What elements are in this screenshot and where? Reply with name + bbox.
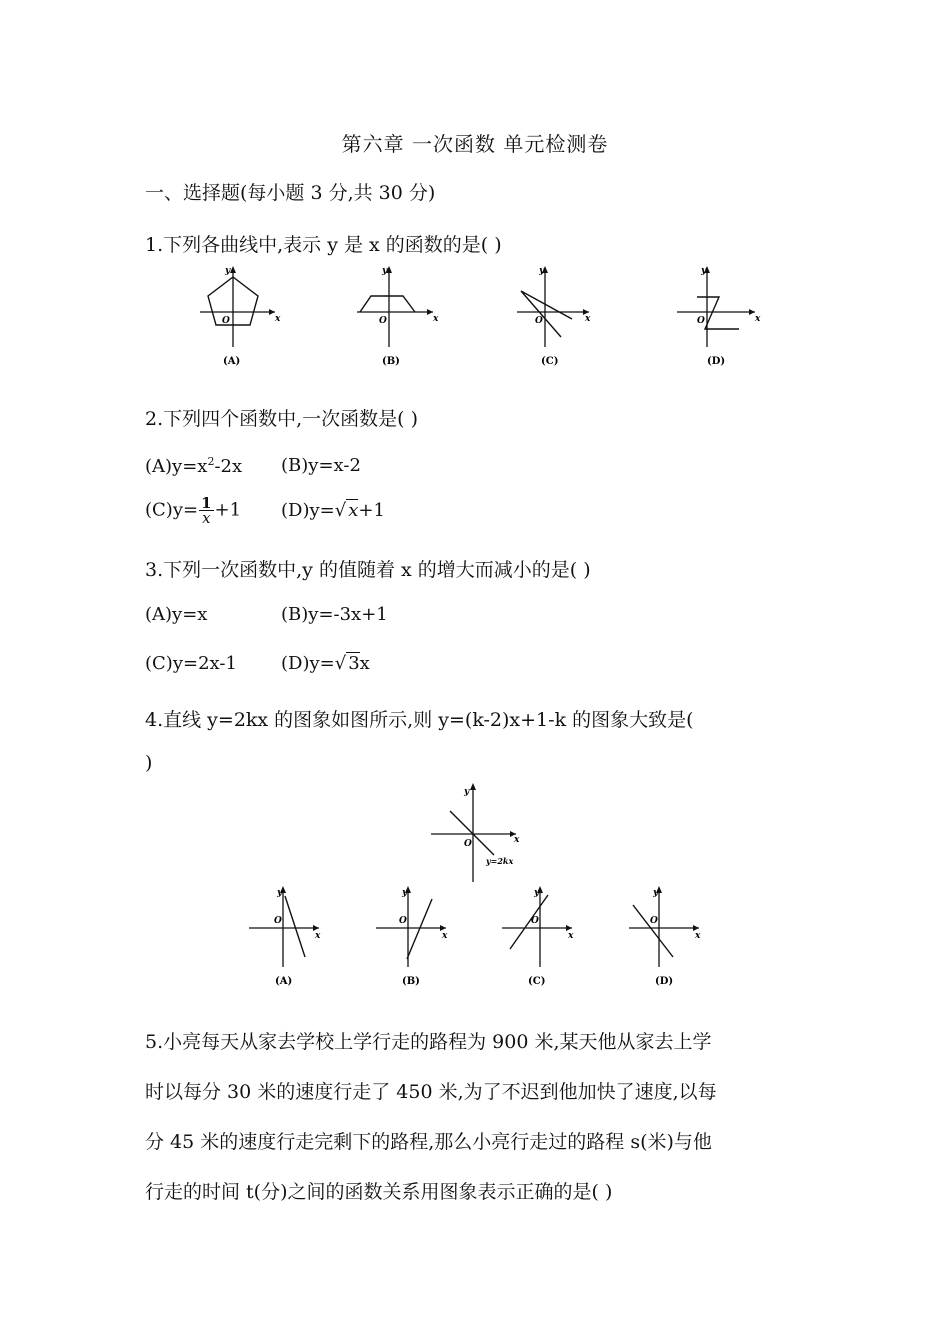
q3-option-c: (C)y=2x-1: [145, 653, 237, 674]
question-5-line-2: 时以每分 30 米的速度行走了 450 米,为了不迟到他加快了速度,以每: [145, 1081, 717, 1103]
q1-figure-c: [515, 263, 605, 373]
q4a-origin-label: O: [274, 916, 282, 926]
question-5-line-4: 行走的时间 t(分)之间的函数关系用图象表示正确的是( ): [145, 1181, 613, 1203]
q1b-origin-label: O: [379, 316, 387, 326]
q1b-y-label: y: [382, 266, 388, 276]
q1d-origin-label: O: [697, 316, 705, 326]
q1a-x-label: x: [275, 314, 281, 324]
q4d-origin-label: O: [650, 916, 658, 926]
q2-option-a: [145, 455, 242, 477]
q2-option-c-fraction: [199, 496, 213, 525]
q4a-x-label: x: [315, 931, 321, 941]
q4c-y-label: y: [534, 888, 540, 898]
question-3-stem: 3.下列一次函数中,y 的值随着 x 的增大而减小的是( ): [145, 559, 591, 581]
q3-option-d: [281, 653, 370, 674]
q2-option-d: [281, 500, 385, 521]
radical-sign-icon: √: [334, 653, 347, 674]
q4-figure-b: [374, 883, 464, 993]
question-4-stem: 4.直线 y=2kx 的图象如图所示,则 y=(k-2)x+1-k 的图象大致是(: [145, 709, 694, 731]
q3-option-d-radicand: 3: [348, 653, 360, 674]
q3-option-d-tail: x: [359, 653, 370, 674]
q1-figure-b: [355, 263, 445, 373]
q1-figure-a: [195, 263, 285, 373]
q1d-option-label: (D): [707, 356, 726, 367]
q4d-x-label: x: [695, 931, 701, 941]
q4-main-line-label: y=2kx: [486, 856, 514, 866]
q4d-y-label: y: [653, 888, 659, 898]
q4-figure-c: [500, 883, 590, 993]
q2-option-a-text: (A)y=x: [145, 456, 208, 477]
section-heading: 一、选择题(每小题 3 分,共 30 分): [145, 182, 436, 204]
question-5-line-1: 5.小亮每天从家去学校上学行走的路程为 900 米,某天他从家去上学: [145, 1031, 712, 1053]
q2-fraction-denominator: x: [202, 509, 211, 527]
question-5-line-3: 分 45 米的速度行走完剩下的路程,那么小亮行走过的路程 s(米)与他: [145, 1131, 712, 1153]
q3-option-d-prefix: (D)y=: [281, 653, 335, 674]
q4-figure-a: [247, 883, 337, 993]
q2-option-c-prefix: (C)y=: [145, 499, 199, 521]
q2-option-c: [145, 496, 241, 525]
q1-figure-d: [675, 263, 765, 373]
q4c-option-label: (C): [528, 976, 546, 987]
q4a-y-label: y: [277, 888, 283, 898]
q1a-origin-label: O: [222, 316, 230, 326]
q2-option-d-prefix: (D)y=: [281, 500, 335, 521]
q2-option-c-tail: +1: [214, 499, 242, 521]
q1c-origin-label: O: [535, 316, 543, 326]
radical-sign-icon: √: [334, 500, 347, 521]
q1a-option-label: (A): [223, 356, 241, 367]
q4-main-y-label: y: [464, 787, 470, 797]
q1b-x-label: x: [433, 314, 439, 324]
q4a-option-label: (A): [275, 976, 293, 987]
q4d-option-label: (D): [655, 976, 674, 987]
q4-figure-d: [627, 883, 717, 993]
q2-fraction-numerator: 1: [201, 494, 212, 512]
q1b-option-label: (B): [382, 356, 400, 367]
q1d-y-label: y: [701, 266, 707, 276]
q2-option-a-exponent: 2: [207, 455, 215, 468]
q4c-origin-label: O: [531, 916, 539, 926]
q3-option-a: (A)y=x: [145, 604, 208, 625]
q3-option-b: (B)y=-3x+1: [281, 604, 388, 625]
page-title: 第六章 一次函数 单元检测卷: [341, 132, 609, 156]
q1d-x-label: x: [755, 314, 761, 324]
q4-main-origin-label: O: [464, 839, 472, 849]
q4c-x-label: x: [568, 931, 574, 941]
q4b-x-label: x: [442, 931, 448, 941]
q2-option-a-tail: -2x: [214, 456, 243, 477]
question-1-stem: 1.下列各曲线中,表示 y 是 x 的函数的是( ): [145, 234, 502, 256]
question-4-stem-continuation: ): [145, 752, 153, 774]
q1c-x-label: x: [585, 314, 591, 324]
q1c-option-label: (C): [541, 356, 559, 367]
q1c-y-label: y: [539, 266, 545, 276]
q4-main-figure: [428, 782, 528, 887]
q4b-origin-label: O: [399, 916, 407, 926]
q4b-option-label: (B): [402, 976, 420, 987]
q2-option-d-tail: +1: [358, 500, 385, 521]
q2-option-d-radicand: x: [348, 500, 359, 521]
q4b-y-label: y: [402, 888, 408, 898]
q1a-y-label: y: [225, 266, 231, 276]
question-2-stem: 2.下列四个函数中,一次函数是( ): [145, 408, 419, 430]
q4-main-x-label: x: [514, 835, 520, 845]
q2-option-b: (B)y=x-2: [281, 455, 361, 476]
